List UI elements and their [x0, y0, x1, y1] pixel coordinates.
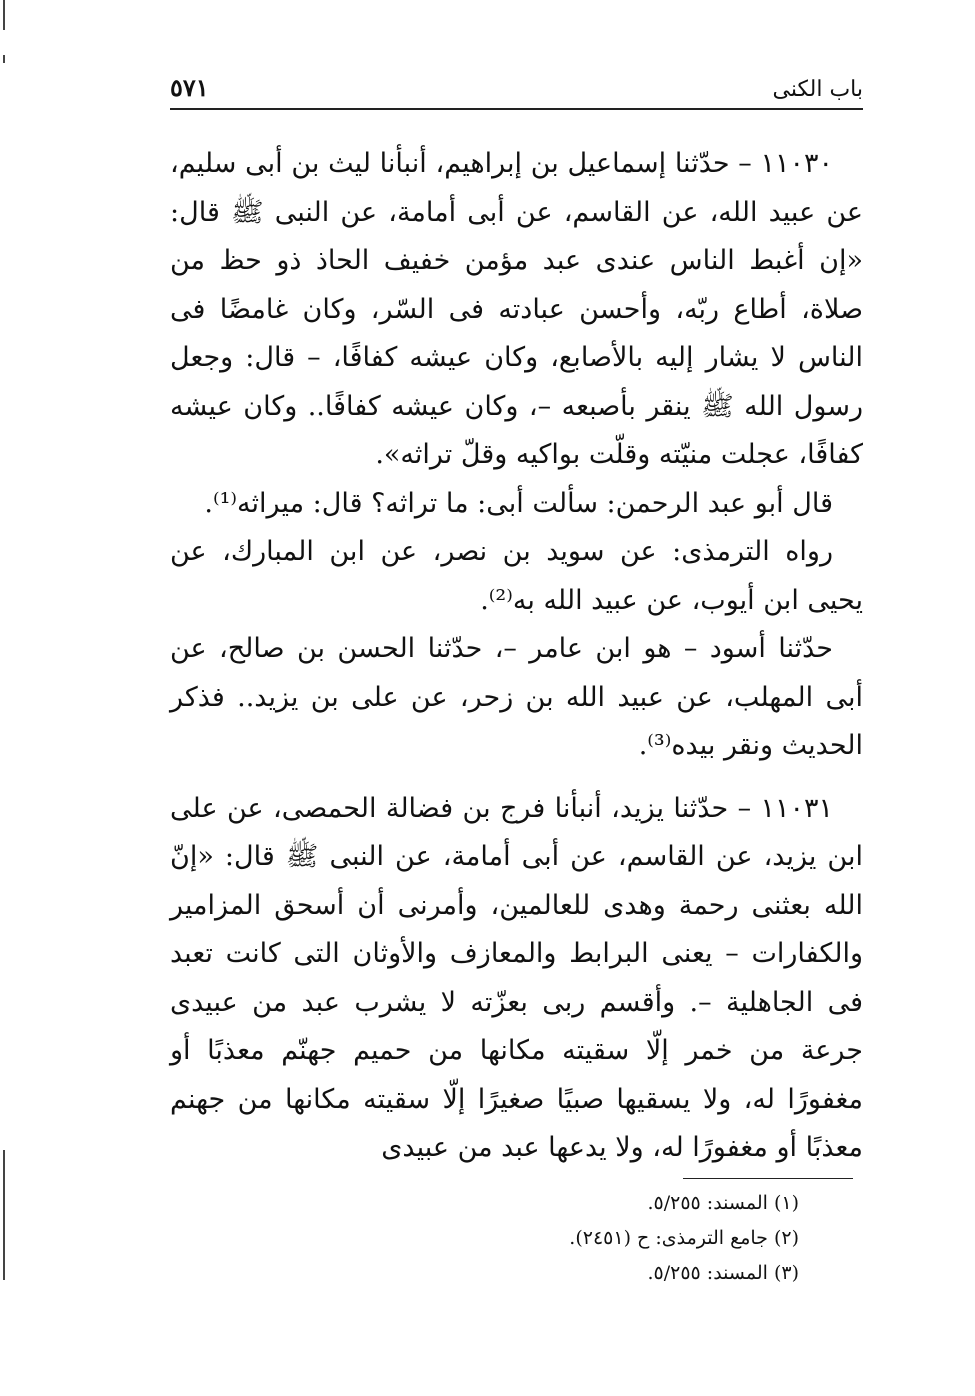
scan-edge-mark — [3, 0, 5, 30]
page-number: ٥٧١ — [170, 73, 209, 102]
hadith-11031: ١١٠٣١ – حدّثنا يزيد، أنبأنا فرج بن فضالة الحمصى، عن على ابن يزيد، عن القاسم، عن أبى أمامة، عن النبى ﷺ قال: «إنّ الله بعثنى رحمة وهدى للعالمين، وأمرنى أن أسحق المزامير والكفارات – يعنى البرابط والمعازف والأوثان التى كانت تعبد فى الجاهلية –. وأقسم ربى بعزّته لا يشرب عبد من عبيدى جرعة من خمر إلّا سقيته مكانها من حميم جهنّم معذبًا أو مغفورًا له، ولا يسقيها صبيًا صغيرًا إلّا سقيته مكانها من جهنم معذبًا أو مغفورًا له، ولا يدعها عبد من عبيدى — [170, 792, 863, 1163]
footnote-separator — [683, 1178, 853, 1179]
scan-edge-mark — [3, 1150, 5, 1280]
main-text — [170, 140, 863, 1173]
footnotes — [400, 1186, 799, 1291]
scan-edge-mark — [3, 55, 5, 63]
footnote-1: (١) المسند: ٥/٢٥٥. — [647, 1192, 799, 1214]
comment-abu-abd-alrahman: قال أبو عبد الرحمن: سألت أبى: ما تراثه؟ قال: ميراثه⁽¹⁾. — [204, 487, 833, 519]
chapter-title: باب الكنى — [772, 77, 863, 102]
footnote-2: (٢) جامع الترمذى: ح (٢٤٥١). — [569, 1227, 799, 1249]
comment-aswad: حدّثنا أسود – هو ابن عامر –، حدّثنا الحسن بن صالح، عن أبى المهلب، عن عبيد الله بن زحر، عن على بن يزيد.. فذكر الحديث ونقر بيده⁽³⁾. — [170, 633, 863, 761]
page-header — [170, 62, 863, 110]
comment-tirmidhi: رواه الترمذى: عن سويد بن نصر، عن ابن المبارك، عن يحيى ابن أيوب، عن عبيد الله به⁽²⁾. — [170, 536, 863, 616]
footnote-3: (٣) المسند: ٥/٢٥٥. — [647, 1262, 799, 1284]
hadith-11030: ١١٠٣٠ – حدّثنا إسماعيل بن إبراهيم، أنبأنا ليث بن أبى سليم، عن عبيد الله، عن القاسم، عن أبى أمامة، عن النبى ﷺ قال: «إن أغبط الناس عندى عبد مؤمن خفيف الحاذ ذو حظ من صلاة، أطاع ربّه، وأحسن عبادته فى السّر، وكان غامضًا فى الناس لا يشار إليه بالأصابع، وكان عيشه كفافًا، – قال: وجعل رسول الله ﷺ ينقر بأصبعه –، وكان عيشه كفافًا.. وكان عيشه كفافًا، عجلت منيّته وقلّت بواكيه وقلّ تراثه». — [170, 148, 863, 470]
